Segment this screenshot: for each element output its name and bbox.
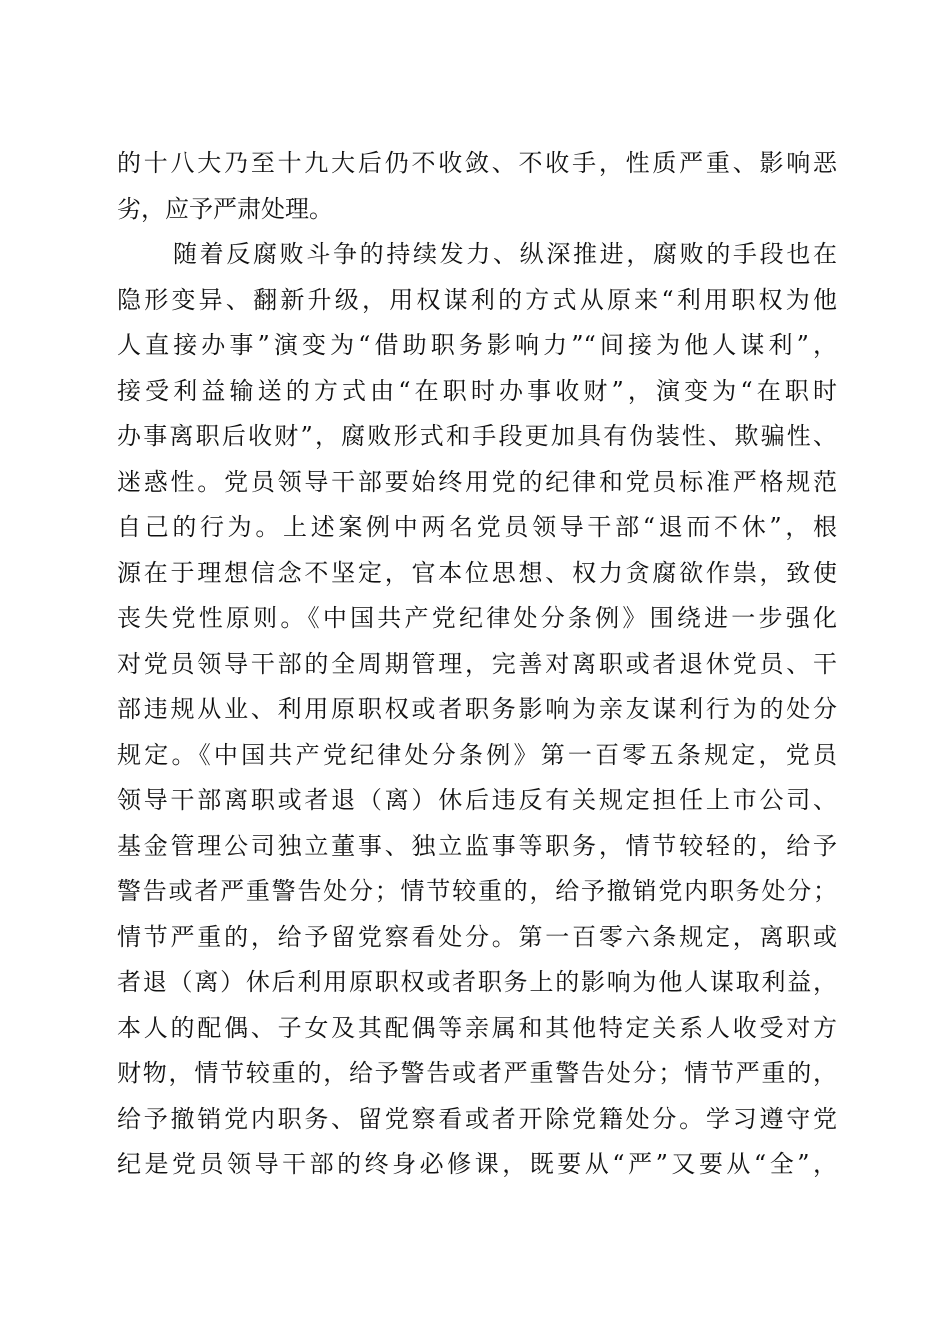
text-line: 迷惑性。党员领导干部要始终用党的纪律和党员标准严格规范 [117, 467, 837, 496]
text-line: 给予撤销党内职务、留党察看或者开除党籍处分。学习遵守党 [117, 1104, 837, 1133]
text-line: 警告或者严重警告处分；情节较重的，给予撤销党内职务处分； [117, 877, 837, 905]
text-line: 财物，情节较重的，给予警告或者严重警告处分；情节严重的， [117, 1059, 837, 1087]
text-line: 情节严重的，给予留党察看处分。第一百零六条规定，离职或 [117, 922, 837, 951]
text-line: 隐形变异、翻新升级，用权谋利的方式从原来“利用职权为他 [117, 285, 837, 314]
text-line: 的十八大乃至十九大后仍不收敛、不收手，性质严重、影响恶 [117, 149, 837, 177]
text-line: 接受利益输送的方式由“在职时办事收财”，演变为“在职时 [117, 376, 837, 405]
text-line: 随着反腐败斗争的持续发力、纵深推进，腐败的手段也在 [173, 240, 837, 268]
text-line: 劣，应予严肃处理。 [117, 194, 333, 223]
text-line: 人直接办事”演变为“借助职务影响力”“间接为他人谋利”， [117, 331, 837, 359]
text-line: 者退（离）休后利用原职权或者职务上的影响为他人谋取利益， [117, 968, 837, 996]
text-line: 自己的行为。上述案例中两名党员领导干部“退而不休”，根 [117, 513, 837, 541]
document-body [117, 141, 837, 1188]
text-line: 纪是党员领导干部的终身必修课，既要从“严”又要从“全”， [117, 1150, 837, 1178]
text-line: 部违规从业、利用原职权或者职务影响为亲友谋利行为的处分 [117, 695, 837, 723]
text-line: 规定。《中国共产党纪律处分条例》第一百零五条规定，党员 [117, 740, 837, 769]
text-line: 对党员领导干部的全周期管理，完善对离职或者退休党员、干 [117, 649, 837, 678]
text-line: 办事离职后收财”，腐败形式和手段更加具有伪装性、欺骗性、 [117, 422, 837, 450]
text-line: 领导干部离职或者退（离）休后违反有关规定担任上市公司、 [117, 786, 837, 814]
text-line: 源在于理想信念不坚定，官本位思想、权力贪腐欲作祟，致使 [117, 558, 837, 587]
text-line: 基金管理公司独立董事、独立监事等职务，情节较轻的，给予 [117, 831, 837, 860]
text-line: 本人的配偶、子女及其配偶等亲属和其他特定关系人收受对方 [117, 1013, 837, 1042]
text-line: 丧失党性原则。《中国共产党纪律处分条例》围绕进一步强化 [117, 604, 837, 632]
